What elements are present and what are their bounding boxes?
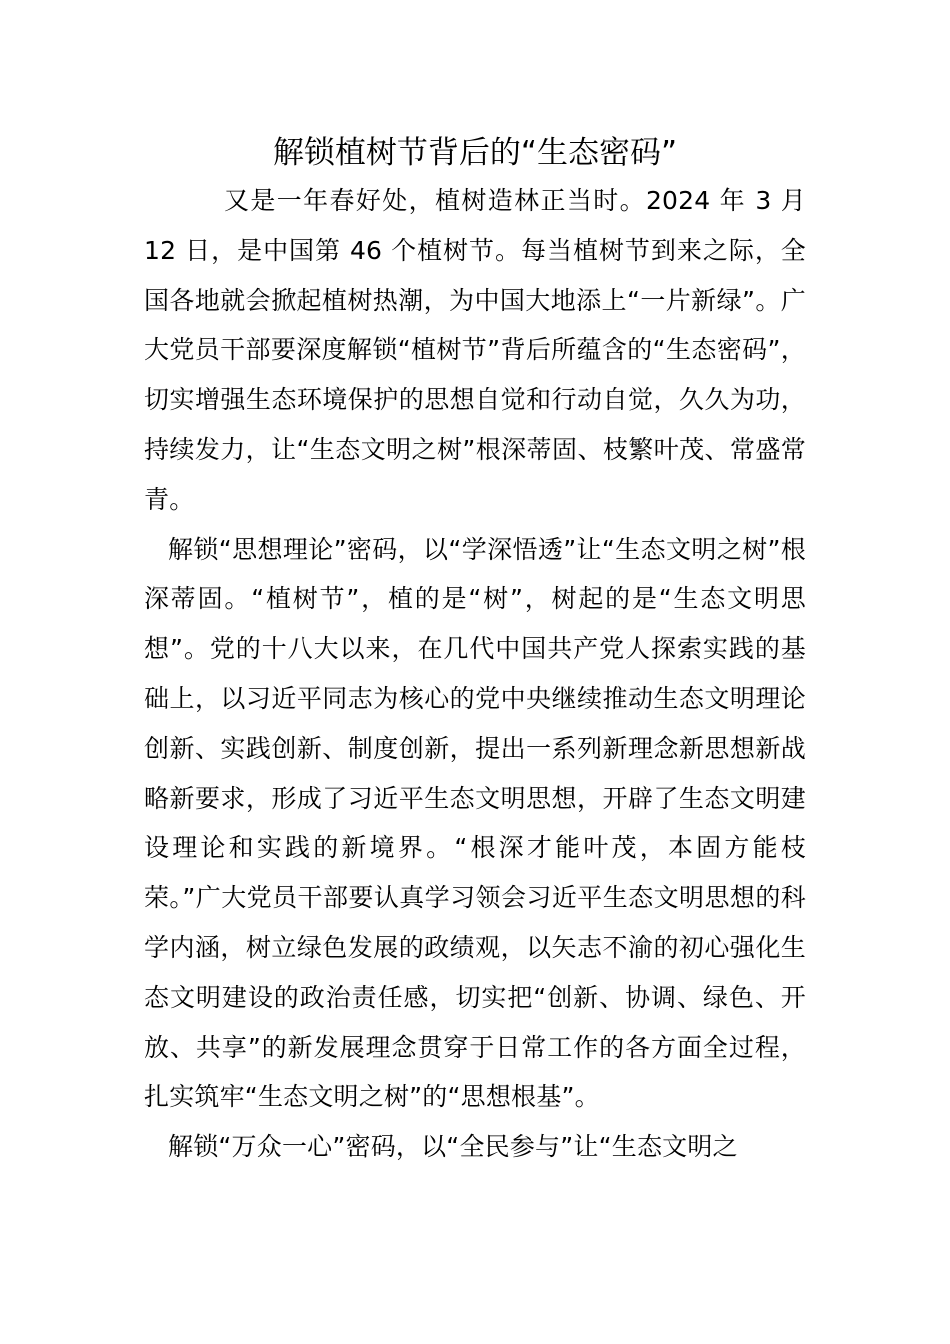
document-page: [144, 120, 806, 1172]
paragraph-intro: 又是一年春好处，植树造林正当时。2024 年 3 月 12 日，是中国第 46 个植树节。每当植树节到来之际，全国各地就会掀起植树热潮，为中国大地添上“一片新绿”。广大党员干部要深度解锁“植树节”背后所蕴含的“生态密码”，切实增强生态环境保护的思想自觉和行动自觉，久久为功，持续发力，让“生态文明之树”根深蒂固、枝繁叶茂、常盛常青。: [144, 186, 806, 514]
paragraph-participation: 解锁“万众一心”密码，以“全民参与”让“生态文明之: [168, 1132, 738, 1162]
document-title: 解锁植树节背后的“生态密码”: [272, 135, 678, 171]
paragraph-ideology: 解锁“思想理论”密码，以“学深悟透”让“生态文明之树”根深蒂固。“植树节”，植的是“树”，树起的是“生态文明思想”。党的十八大以来，在几代中国共产党人探索实践的基础上，以习近平同志为核心的党中央继续推动生态文明理论创新、实践创新、制度创新，提出一系列新理念新思想新战略新要求，形成了习近平生态文明思想，开辟了生态文明建设理论和实践的新境界。“根深才能叶茂，本固方能枝荣。”广大党员干部要认真学习领会习近平生态文明思想的科学内涵，树立绿色发展的政绩观，以矢志不渝的初心强化生态文明建设的政治责任感，切实把“创新、协调、绿色、开放、共享”的新发展理念贯穿于日常工作的各方面全过程，扎实筑牢“生态文明之树”的“思想根基”。: [144, 534, 806, 1112]
